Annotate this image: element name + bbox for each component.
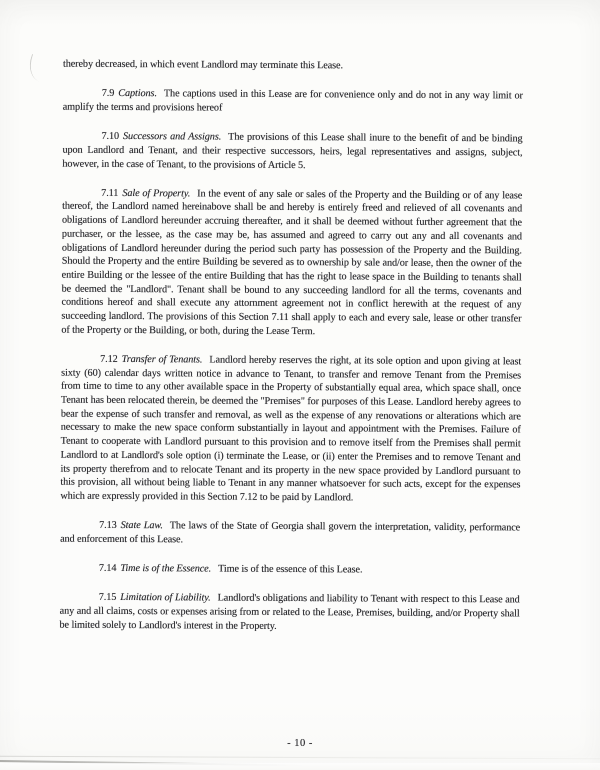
- section-body: Landlord's obligations and liability to Tenant with respect to this Lease and any and all claims, costs or expenses arising from or related to the Lease, Premises, building, and/or Property shall be limited solely to Landlord's interest in the Property.: [59, 592, 520, 632]
- section-body: The provisions of this Lease shall inure to the benefit of and be binding upon Landlord and Tenant, and their respective successors, heirs, legal representatives and assigns, subject, however, in the case of Tenant, to the provisions of Article 5.: [62, 131, 523, 171]
- section-title: Time is of the Essence.: [120, 563, 212, 575]
- section-number: 7.14: [98, 562, 117, 575]
- section-title: Sale of Property.: [122, 187, 191, 200]
- section-7-12: [60, 353, 521, 507]
- section-number: 7.13: [99, 520, 117, 532]
- section-7-11: [61, 186, 522, 340]
- section-body: In the event of any sale or sales of the Property and the Building or of any lease thereof, the Landlord named hereinabove shall be and hereby is entirely freed and relieved of all covenants and obligations of Landlord hereunder accruing thereafter, and it shall be deemed without further agreement that the purchaser, or the lessee, as the case may be, has assumed and agreed to carry out any and all covenants and obligations of Landlord hereunder during the period such party has possession of the Property and the Building. Should the Property and the entire Building be severed as to ownership by sale and/or lease, then the owner of the entire Building or the lessee of the entire Building that has the right to lease space in the Building to tenants shall be deemed the "Landlord". Tenant shall be bound to any succeeding landlord for all the terms, covenants and conditions hereof and shall execute any attornment agreement not in conflict herewith at the request of any succeeding landlord. The provisions of this Section 7.11 shall apply to each and every sale, lease or other transfer of the Property or the Building, or both, during the Lease Term.: [61, 188, 523, 337]
- document-text-block: [59, 58, 523, 651]
- section-body: Time is of the essence of this Lease.: [218, 563, 363, 576]
- section-body: Landlord hereby reserves the right, at its sole option and upon giving at least sixty (60) calendar days written notice in advance to Tenant, to transfer and remove Tenant from the Premises from time to time to any other available space in the Property of substantially equal area, which space shall, once Tenant has been relocated therein, be deemed the "Premises" for purposes of this Lease. Landlord hereby agrees to bear the expense of such transfer and removal, as well as the expense of any renovations or alterations which are necessary to make the new space conform substantially in layout and appointment with the Premises. Failure of Tenant to cooperate with Landlord pursuant to this provision and to remove itself from the Premises shall permit Landlord to at Landlord's sole option (i) terminate the Lease, or (ii) enter the Premises and to remove Tenant and its property therefrom and to relocate Tenant and its property in the new space provided by Landlord pursuant to this provision, all without being liable to Tenant in any manner whatsoever for such acts, except for the expenses which are expressly provided in this Section 7.12 to be paid by Landlord.: [60, 354, 522, 504]
- section-7-10: [62, 130, 522, 174]
- section-number: 7.9: [101, 88, 115, 100]
- section-number: 7.15: [98, 592, 117, 604]
- section-title: Transfer of Tenants.: [121, 353, 203, 366]
- section-title: State Law.: [120, 520, 163, 532]
- scan-artifact-pen-mark: [25, 54, 49, 82]
- section-7-15: [60, 591, 520, 635]
- section-title: Captions.: [118, 88, 157, 100]
- section-number: 7.12: [100, 353, 118, 365]
- section-title: Limitation of Liability.: [120, 592, 211, 604]
- section-title: Successors and Assigns.: [123, 131, 222, 143]
- section-7-9: [63, 87, 523, 117]
- section-number: 7.11: [101, 187, 119, 199]
- section-body: The laws of the State of Georgia shall govern the interpretation, validity, performance and enforcement of this Lease.: [60, 520, 521, 546]
- section-number: 7.10: [101, 130, 120, 143]
- scan-artifact-bottom-strip: [0, 763, 600, 770]
- scan-artifact-paper-edge-faint: [0, 756, 600, 760]
- section-7-14: [60, 562, 520, 579]
- paragraph-continuation: [63, 58, 523, 75]
- section-body: The captions used in this Lease are for convenience only and do not in any way limit or amplify the terms and provisions hereof: [62, 88, 523, 114]
- page-number: - 10 -: [287, 738, 313, 749]
- section-7-13: [60, 519, 520, 549]
- continuation-text: thereby decreased, in which event Landlord may terminate this Lease.: [62, 58, 343, 72]
